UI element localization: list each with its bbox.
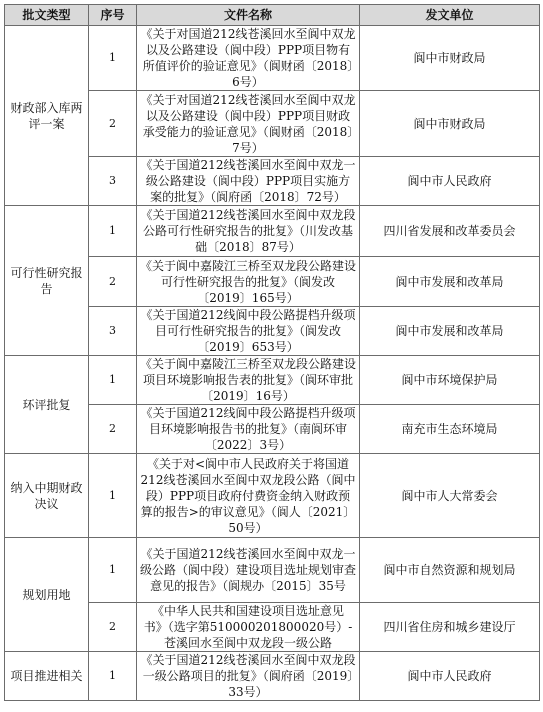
serial-number-cell: 1 [89,538,137,603]
serial-number-cell: 3 [89,157,137,206]
issuing-unit-cell: 阆中市财政局 [360,26,540,91]
serial-number-cell: 1 [89,454,137,538]
serial-number-cell: 1 [89,652,137,701]
issuing-unit-cell: 南充市生态环境局 [360,405,540,454]
issuing-unit-cell: 阆中市人民政府 [360,157,540,206]
document-name-cell: 《关于阆中嘉陵江三桥至双龙段公路建设项目环境影响报告表的批复》（阆环审批〔2019〕16号） [137,356,360,405]
issuing-unit-cell: 阆中市发展和改革局 [360,307,540,356]
document-name-cell: 《关于国道212线苍溪回水至阆中双龙段一级公路项目的批复》（阆府函〔2019〕33号） [137,652,360,701]
document-name-cell: 《关于国道212线苍溪回水至阆中双龙一级公路建设（阆中段）PPP项目实施方案的批复》（阆府函〔2018〕72号） [137,157,360,206]
document-name-cell: 《关于国道212线苍溪回水至阆中双龙一级公路（阆中段）建设项目选址规划审查意见的报告》（阆规办〔2015〕35号 [137,538,360,603]
approval-type-cell: 可行性研究报告 [5,206,89,356]
table-row [5,356,540,405]
serial-number-cell: 2 [89,257,137,307]
serial-number-cell: 1 [89,26,137,91]
header-document-name: 文件名称 [137,5,360,26]
table-row [5,206,540,257]
document-name-cell: 《中华人民共和国建设项目选址意见书》（选字第510000201800020号）-苍溪回水至阆中双龙段一级公路 [137,603,360,652]
approval-type-cell: 环评批复 [5,356,89,454]
document-name-cell: 《关于国道212线苍溪回水至阆中双龙段公路可行性研究报告的批复》（川发改基础〔2018〕87号） [137,206,360,257]
issuing-unit-cell: 阆中市发展和改革局 [360,257,540,307]
issuing-unit-cell: 阆中市人民政府 [360,652,540,701]
document-name-cell: 《关于阆中嘉陵江三桥至双龙段公路建设可行性研究报告的批复》（阆发改〔2019〕165号） [137,257,360,307]
approval-type-cell: 纳入中期财政决议 [5,454,89,538]
serial-number-cell: 1 [89,356,137,405]
issuing-unit-cell: 阆中市环境保护局 [360,356,540,405]
document-name-cell: 《关于对国道212线苍溪回水至阆中双龙以及公路建设（阆中段）PPP项目物有所值评价的验证意见》（阆财函〔2018〕6号） [137,26,360,91]
header-serial-number: 序号 [89,5,137,26]
issuing-unit-cell: 阆中市财政局 [360,91,540,157]
header-issuing-unit: 发文单位 [360,5,540,26]
approval-type-cell: 项目推进相关 [5,652,89,701]
document-name-cell: 《关于对国道212线苍溪回水至阆中双龙以及公路建设（阆中段）PPP项目财政承受能力的验证意见》（阆财函〔2018〕7号） [137,91,360,157]
document-name-cell: 《关于国道212线阆中段公路提档升级项目可行性研究报告的批复》（阆发改〔2019〕653号） [137,307,360,356]
table-row [5,26,540,91]
serial-number-cell: 2 [89,91,137,157]
document-name-cell: 《关于国道212线阆中段公路提档升级项目环境影响报告书的批复》（南阆环审〔2022〕3号） [137,405,360,454]
approval-type-cell: 规划用地 [5,538,89,652]
serial-number-cell: 2 [89,405,137,454]
table-row [5,538,540,603]
document-name-cell: 《关于对<阆中市人民政府关于将国道212线苍溪回水至阆中双龙段公路（阆中段）PPP项目政府付费资金纳入财政预算的报告>的审议意见》（阆人〔2021〕50号） [137,454,360,538]
issuing-unit-cell: 阆中市人大常委会 [360,454,540,538]
issuing-unit-cell: 阆中市自然资源和规划局 [360,538,540,603]
table-row [5,652,540,701]
approval-documents-table [4,4,540,701]
serial-number-cell: 3 [89,307,137,356]
table-header-row [5,5,540,26]
approval-type-cell: 财政部入库两评一案 [5,26,89,206]
issuing-unit-cell: 四川省发展和改革委员会 [360,206,540,257]
header-approval-type: 批文类型 [5,5,89,26]
serial-number-cell: 1 [89,206,137,257]
table-row [5,454,540,538]
issuing-unit-cell: 四川省住房和城乡建设厅 [360,603,540,652]
serial-number-cell: 2 [89,603,137,652]
table-body [5,26,540,701]
